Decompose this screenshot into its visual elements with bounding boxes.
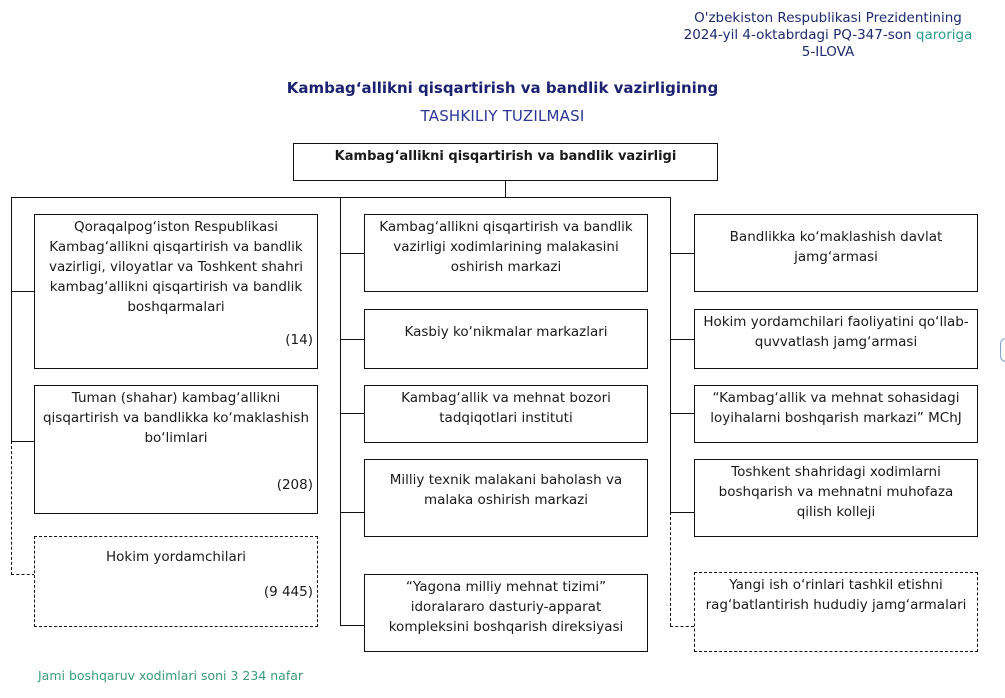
left-branch-1 xyxy=(11,291,35,292)
training-center-box xyxy=(364,214,648,292)
labor-system-directorate-box xyxy=(364,574,648,652)
right-branch-5 xyxy=(670,626,694,627)
decree-line-1: O'zbekiston Respublikasi Prezidentining xyxy=(694,10,962,26)
org-label: Kasbiy ko‘nikmalar markazlari xyxy=(404,324,608,340)
right-branch-3 xyxy=(670,413,694,414)
right-branch-2 xyxy=(670,339,694,340)
page-title: Kambag‘allikni qisqartirish va bandlik vazirligining xyxy=(286,79,719,97)
left-branch-2 xyxy=(11,441,35,442)
org-count: (9 445) xyxy=(263,584,313,600)
org-label: Bandlikka ko‘maklashish davlat jamg‘armasi xyxy=(729,229,943,265)
hokim-support-fund-box xyxy=(694,309,978,369)
middle-branch-4 xyxy=(340,512,364,513)
middle-branch-2 xyxy=(340,339,364,340)
hokim-assistants-box xyxy=(34,536,318,627)
middle-trunk-line xyxy=(340,197,341,625)
org-label: Hokim yordamchilari xyxy=(105,549,247,565)
left-trunk-dashed xyxy=(11,441,12,575)
decree-reference xyxy=(660,10,996,61)
tashkent-college-box xyxy=(694,459,978,537)
org-label: Milliy texnik malakani baholash va malaka oshirish markazi xyxy=(389,472,623,508)
org-label: Hokim yordamchilari faoliyatini qo‘llab-quvvatlash jamg‘armasi xyxy=(703,314,969,350)
org-label: “Yagona milliy mehnat tizimi” idoralararo dasturiy-apparat kompleksini boshqarish direksiyasi xyxy=(388,579,624,635)
page-subtitle: TASHKILIY TUZILMASI xyxy=(420,107,585,125)
right-trunk-dashed xyxy=(670,512,671,626)
org-count: (208) xyxy=(276,477,313,493)
root-stem-line xyxy=(505,181,506,197)
decree-number: 2024-yil 4-oktabrdagi PQ-347-son xyxy=(683,27,912,43)
left-branch-3 xyxy=(11,574,35,575)
left-trunk-line xyxy=(11,197,12,441)
total-staff-note: Jami boshqaruv xodimlari soni 3 234 nafar xyxy=(38,668,304,683)
qualification-center-box xyxy=(364,459,648,537)
middle-branch-1 xyxy=(340,253,364,254)
appendix-number: 5-ILOVA xyxy=(801,44,855,60)
decree-link[interactable]: qaroriga xyxy=(915,27,973,43)
middle-branch-5 xyxy=(340,625,364,626)
org-label: “Kambag‘allik va mehnat sohasidagi loyihalarni boshqarish markazi” MChJ xyxy=(710,390,962,426)
side-panel-handle[interactable] xyxy=(1000,338,1005,362)
right-branch-4 xyxy=(670,512,694,513)
org-label: Kambag‘allik va mehnat bozori tadqiqotlari instituti xyxy=(401,390,611,426)
regional-departments-box xyxy=(34,214,318,369)
org-label: Yangi ish o‘rinlari tashkil etishni rag‘batlantirish hududiy jamg‘armalari xyxy=(705,577,967,613)
bus-line xyxy=(11,197,671,198)
org-label: Qoraqalpog‘iston Respublikasi Kambag‘allikni qisqartirish va bandlik vazirligi, viloyatlar va Toshkent shahri kambag‘allikni qisqartirish va bandlik boshqarmalari xyxy=(48,219,304,315)
decree-line-2 xyxy=(660,27,996,44)
right-branch-1 xyxy=(670,253,694,254)
research-institute-box xyxy=(364,385,648,443)
org-label: Toshkent shahridagi xodimlarni boshqarish va mehnatni muhofaza qilish kolleji xyxy=(718,464,954,520)
root-label: Kambag‘allikni qisqartirish va bandlik vazirligi xyxy=(334,149,677,164)
org-label: Tuman (shahar) kambag‘allikni qisqartirish va bandlikka ko‘maklashish bo‘limlari xyxy=(42,390,310,446)
district-departments-box xyxy=(34,385,318,514)
employment-fund-box xyxy=(694,214,978,292)
org-count: (14) xyxy=(285,332,313,348)
regional-job-funds-box xyxy=(694,572,978,652)
project-management-center-box xyxy=(694,385,978,443)
skills-centers-box xyxy=(364,309,648,369)
org-label: Kambag‘allikni qisqartirish va bandlik vazirligi xodimlarining malakasini oshirish markazi xyxy=(379,219,633,275)
right-trunk-line xyxy=(670,197,671,512)
ministry-root-box xyxy=(293,143,718,181)
middle-branch-3 xyxy=(340,413,364,414)
